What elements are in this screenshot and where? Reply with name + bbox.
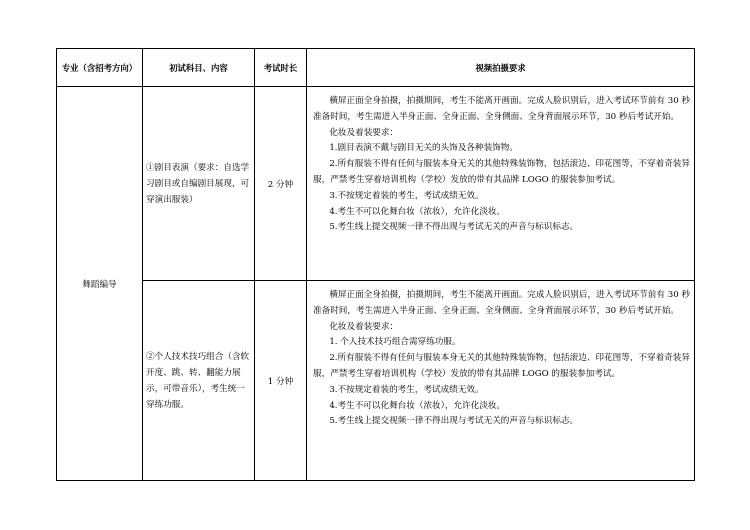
header-duration: 考试时长 xyxy=(255,49,307,87)
header-requirements: 视频拍摄要求 xyxy=(307,49,695,87)
list-item: 5.考生线上提交视频一律不得出现与考试无关的声音与标识标志。 xyxy=(329,416,579,427)
duration-cell: 1 分钟 xyxy=(255,281,307,481)
list-item: 3.不按规定着装的考生，考试成绩无效。 xyxy=(329,384,484,395)
filming-instructions: 横屏正面全身拍摄，拍摄期间，考生不能离开画面。完成人脸识别后，进入考试环节前有 30 秒准备时间，考生需进入半身正面、全身正面、全身侧面、全身背面展示环节，30 秒后考试开始。 xyxy=(313,96,690,122)
requirements-cell xyxy=(307,281,695,481)
list-item: 2.所有服装不得有任何与服装本身无关的其他特殊装饰物，包括滚边、印花图等，不穿着奇装异服，严禁考生穿着培训机构（学校）发放的带有其品牌 LOGO 的服装参加考试。 xyxy=(313,159,690,185)
major-cell: 舞蹈编导 xyxy=(57,87,143,481)
subject-cell: ①剧目表演（要求：自选学习剧目或自编剧目展现，可穿演出服装） xyxy=(143,87,255,281)
requirements-cell xyxy=(307,87,695,281)
dress-requirements-title: 化妆及着装要求： xyxy=(329,127,399,138)
list-item: 1. 个人技术技巧组合需穿练功服。 xyxy=(329,337,461,348)
dress-requirements-list xyxy=(313,141,690,236)
list-item: 4.考生不可以化舞台妆（浓妆），允许化淡妆。 xyxy=(329,206,506,217)
list-item: 2.所有服装不得有任何与服装本身无关的其他特殊装饰物，包括滚边、印花图等，不穿着奇装异服，严禁考生穿着培训机构（学校）发放的带有其品牌 LOGO 的服装参加考试。 xyxy=(313,353,690,379)
filming-instructions: 横屏正面全身拍摄，拍摄期间，考生不能离开画面。完成人脸识别后，进入考试环节前有 30 秒准备时间，考生需进入半身正面、全身正面、全身侧面、全身背面展示环节，30 秒后考试开始。 xyxy=(313,290,690,316)
dress-requirements-list xyxy=(313,335,690,430)
table-row xyxy=(57,281,695,481)
duration-cell: 2 分钟 xyxy=(255,87,307,281)
list-item: 3.不按规定着装的考生，考试成绩无效。 xyxy=(329,190,484,201)
list-item: 1.剧目表演不戴与剧目无关的头饰及各种装饰物。 xyxy=(329,143,518,154)
subject-cell: ②个人技术技巧组合（含软开度、跳、转、翻能力展示，可带音乐），考生统一穿练功服。 xyxy=(143,281,255,481)
table-row xyxy=(57,87,695,281)
header-subject: 初试科目、内容 xyxy=(143,49,255,87)
exam-requirements-table xyxy=(56,48,695,481)
list-item: 4.考生不可以化舞台妆（浓妆），允许化淡妆。 xyxy=(329,400,506,411)
table-header-row xyxy=(57,49,695,87)
dress-requirements-title: 化妆及着装要求： xyxy=(329,321,399,332)
header-major: 专业（含招考方向） xyxy=(57,49,143,87)
list-item: 5.考生线上提交视频一律不得出现与考试无关的声音与标识标志。 xyxy=(329,222,579,233)
